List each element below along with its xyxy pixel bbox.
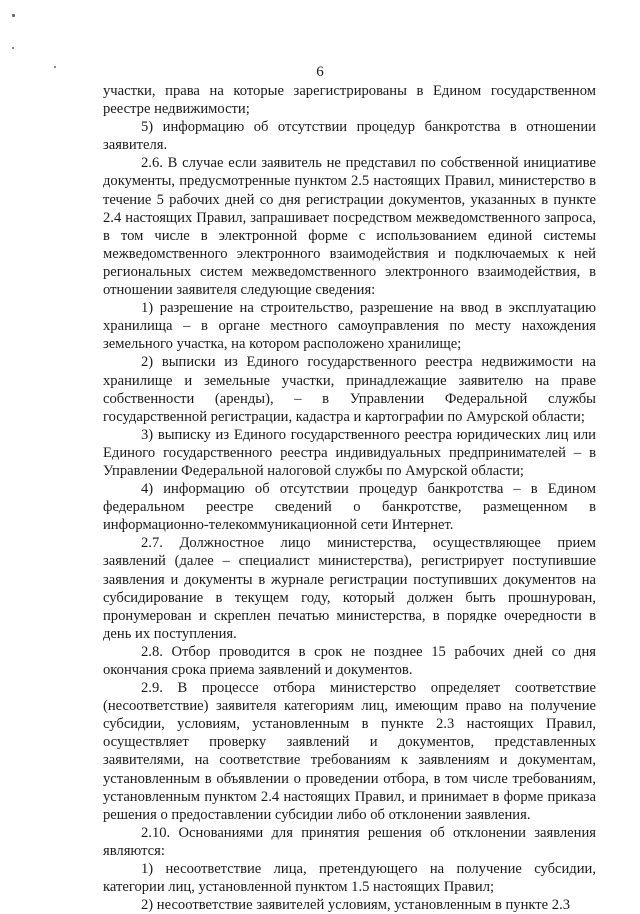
scan-speck: [12, 14, 15, 17]
paragraph-2-7: 2.7. Должностное лицо министерства, осуществляющее прием заявлений (далее – специалист министерства), регистрирует поступившие заявления и документы в журнале регистрации поступивших документов на субсидирование в текущем году, который должен быть прошнурован, пронумерован и скреплен печатью министерства, в порядке очередности в день их поступления.: [103, 535, 596, 642]
paragraph-2-10: 2.10. Основаниями для принятия решения об отклонении заявления являются:: [103, 824, 596, 859]
paragraph-continuation: участки, права на которые зарегистрированы в Едином государственном реестре недвижимости;: [103, 83, 596, 118]
paragraph-2-6-item-4: 4) информацию об отсутствии процедур банкротства – в Едином федеральном реестре сведений о банкротстве, размещенном в информационно-телекоммуникационной сети Интернет.: [103, 481, 596, 534]
paragraph-2-10-item-1: 1) несоответствие лица, претендующего на получение субсидии, категории лиц, установленной пунктом 1.5 настоящих Правил;: [103, 861, 596, 896]
paragraph-2-9: 2.9. В процессе отбора министерство определяет соответствие (несоответствие) заявителя категориям лиц, имеющим право на получение субсидии, условиям, установленным в пункте 2.3 настоящих Правил, осуществляет проверку заявлений и документов, представленных заявителями, на соответствие требованиям к заявлениям и документам, установленным в объявлении о проведении отбора, в том числе требованиям, установленным пунктом 2.4 настоящих Правил, и принимает в форме приказа решения о предоставлении субсидии либо об отклонении заявления.: [103, 680, 596, 823]
paragraph-2-10-item-2: 2) несоответствие заявителей условиям, установленным в пункте 2.3: [141, 897, 571, 914]
paragraph-item-5: 5) информацию об отсутствии процедур банкротства в отношении заявителя.: [103, 119, 596, 154]
scan-speck: [12, 47, 14, 49]
paragraph-2-8: 2.8. Отбор проводится в срок не позднее 15 рабочих дней со дня окончания срока приема заявлений и документов.: [103, 643, 596, 678]
paragraph-2-6: 2.6. В случае если заявитель не представил по собственной инициативе документы, предусмотренные пунктом 2.5 настоящих Правил, министерство в течение 5 рабочих дней со дня регистрации документов, указанных в пункте 2.4 настоящих Правил, запрашивает посредством межведомственного запроса, в том числе в электронной форме с использованием единой системы межведомственного электронного взаимодействия и подключаемых к ней региональных систем межведомственного электронного взаимодействия, в отношении заявителя следующие сведения:: [103, 155, 596, 299]
paragraph-2-6-item-3: 3) выписку из Единого государственного реестра юридических лиц или Единого государственного реестра индивидуальных предпринимателей – в Управлении Федеральной налоговой службы по Амурской области;: [103, 426, 596, 479]
document-body: [103, 82, 596, 914]
paragraph-2-6-item-1: 1) разрешение на строительство, разрешение на ввод в эксплуатацию хранилища – в органе местного самоуправления по месту нахождения земельного участка, на котором расположено хранилище;: [103, 300, 596, 353]
paragraph-2-6-item-2: 2) выписки из Единого государственного реестра недвижимости на хранилище и земельные участки, принадлежащие заявителю на праве собственности (аренды), – в Управлении Федеральной службы государственной регистрации, кадастра и картографии по Амурской области;: [103, 354, 596, 425]
page-number: 6: [316, 64, 324, 80]
